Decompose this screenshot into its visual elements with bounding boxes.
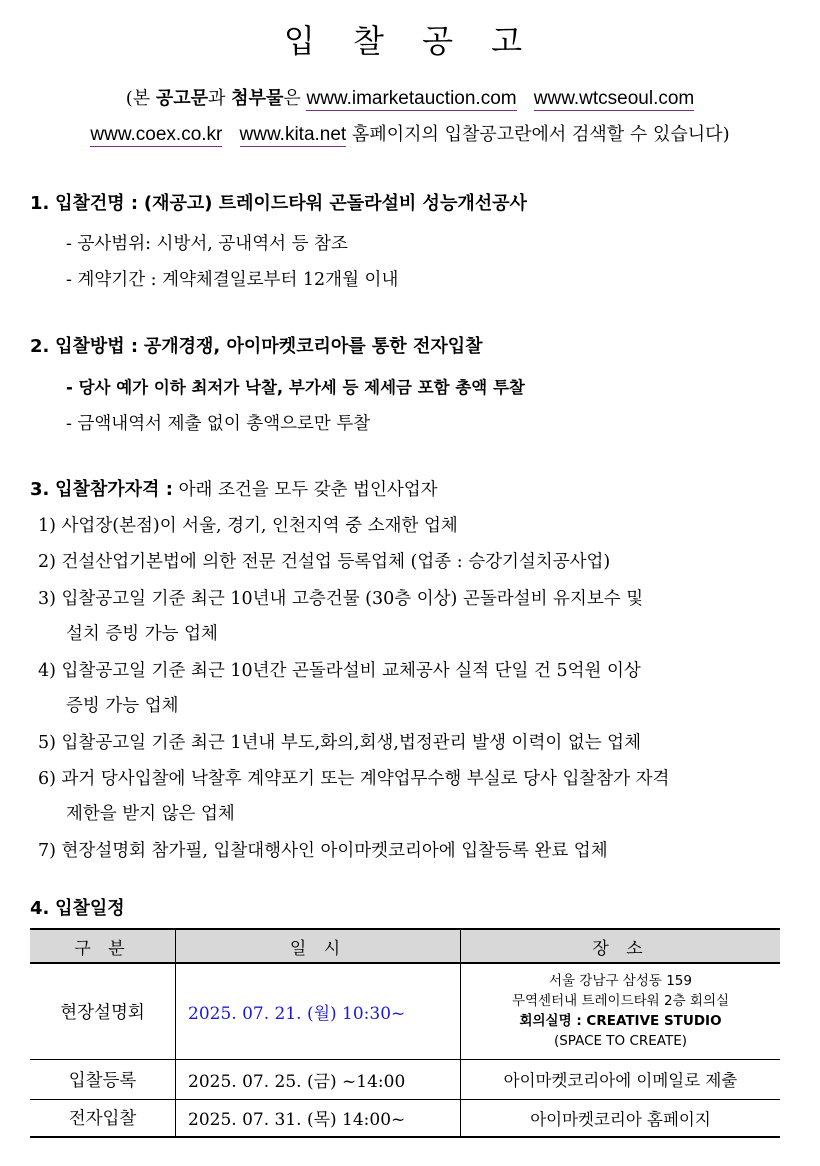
section-number: 3.	[30, 479, 50, 500]
schedule-header-row	[30, 929, 780, 963]
qualification-item: 7) 현장설명회 참가필, 입찰대행사인 아이마켓코리아에 입찰등록 완료 업체	[38, 841, 608, 861]
section-number: 2.	[30, 336, 50, 357]
table-row	[30, 963, 780, 1059]
section-label: 입찰방법 :	[55, 336, 139, 357]
section-label: 입찰일정	[55, 898, 125, 919]
qualification-item-cont: 설치 증빙 가능 업체	[66, 624, 218, 644]
place-line: 무역센터내 트레이드타워 2층 회의실	[511, 993, 730, 1010]
row-category: 입찰등록	[30, 1059, 176, 1099]
notice-prefix: (본	[125, 88, 156, 109]
header-datetime: 일 시	[176, 929, 461, 963]
row-category: 현장설명회	[30, 963, 176, 1059]
qualification-item-cont: 증빙 가능 업체	[66, 696, 179, 716]
qualification-item-cont: 제한을 받지 않은 업체	[66, 804, 235, 824]
notice-text: 은	[283, 88, 307, 109]
bid-method: 공개경쟁, 아이마켓코리아를 통한 전자입찰	[143, 336, 483, 357]
row-category: 전자입찰	[30, 1099, 176, 1137]
section-3-heading	[30, 475, 438, 501]
row-datetime: 2025. 07. 21. (월) 10:30~	[176, 963, 461, 1059]
section-1-item: - 계약기간 : 계약체결일로부터 12개월 이내	[66, 270, 399, 290]
notice-text: 과	[208, 88, 232, 109]
row-place: 아이마켓코리아 홈페이지	[461, 1099, 781, 1137]
qualification-item: 4) 입찰공고일 기준 최근 10년간 곤돌라설비 교체공사 실적 단일 건 5억원 이상	[38, 661, 641, 681]
row-datetime: 2025. 07. 31. (목) 14:00~	[176, 1099, 461, 1137]
notice-line-1	[0, 84, 820, 110]
qualification-item: 3) 입찰공고일 기준 최근 10년내 고층건물 (30층 이상) 곤돌라설비 유지보수 및	[38, 589, 644, 609]
section-number: 1.	[30, 193, 50, 214]
link-wtcseoul[interactable]: www.wtcseoul.com	[533, 88, 695, 109]
row-place: 아이마켓코리아에 이메일로 제출	[461, 1059, 781, 1099]
section-2-item: - 당사 예가 이하 최저가 낙찰, 부가세 등 제세금 포함 총액 투찰	[66, 378, 525, 397]
table-row	[30, 1059, 780, 1099]
section-1-item: - 공사범위: 시방서, 공내역서 등 참조	[66, 234, 348, 254]
link-kita[interactable]: www.kita.net	[239, 124, 347, 145]
project-name: (재공고) 트레이드타워 곤돌라설비 성능개선공사	[143, 193, 527, 214]
link-coex[interactable]: www.coex.co.kr	[90, 124, 223, 145]
qualification-item: 6) 과거 당사입찰에 낙찰후 계약포기 또는 계약업무수행 부실로 당사 입찰참가 자격	[38, 769, 670, 789]
section-label: 입찰참가자격 :	[55, 479, 173, 500]
qualification-item: 5) 입찰공고일 기준 최근 1년내 부도,화의,회생,법정관리 발생 이력이 없는 업체	[38, 733, 641, 753]
section-number: 4.	[30, 898, 50, 919]
row-datetime: 2025. 07. 25. (금) ~14:00	[176, 1059, 461, 1099]
section-4-heading	[30, 894, 125, 920]
header-place: 장 소	[461, 929, 781, 963]
link-imarketauction[interactable]: www.imarketauction.com	[306, 88, 517, 109]
row-place	[461, 963, 781, 1059]
qualification-item: 1) 사업장(본점)이 서울, 경기, 인천지역 중 소재한 업체	[38, 516, 458, 536]
qualification-item: 2) 건설산업기본법에 의한 전문 건설업 등록업체 (업종 : 승강기설치공사업)	[38, 552, 611, 572]
notice-line-2	[0, 120, 820, 146]
section-1-heading	[30, 189, 527, 215]
schedule-table	[30, 928, 780, 1138]
notice-suffix: 홈페이지의 입찰공고란에서 검색할 수 있습니다)	[346, 124, 730, 145]
notice-title: 입 찰 공 고	[283, 22, 537, 60]
table-row	[30, 1099, 780, 1137]
notice-bold-announcement: 공고문	[155, 88, 209, 109]
header-category: 구 분	[30, 929, 176, 963]
place-line: 회의실명 : CREATIVE STUDIO	[519, 1013, 722, 1030]
section-label: 입찰건명 :	[55, 193, 139, 214]
place-line: 서울 강남구 삼성동 159	[549, 973, 692, 990]
section-2-heading	[30, 332, 483, 358]
notice-bold-attachment: 첨부물	[231, 88, 284, 109]
place-line: (SPACE TO CREATE)	[553, 1033, 688, 1050]
qualification-summary: 아래 조건을 모두 갖춘 법인사업자	[178, 480, 438, 500]
section-2-item: - 금액내역서 제출 없이 총액으로만 투찰	[66, 414, 371, 434]
